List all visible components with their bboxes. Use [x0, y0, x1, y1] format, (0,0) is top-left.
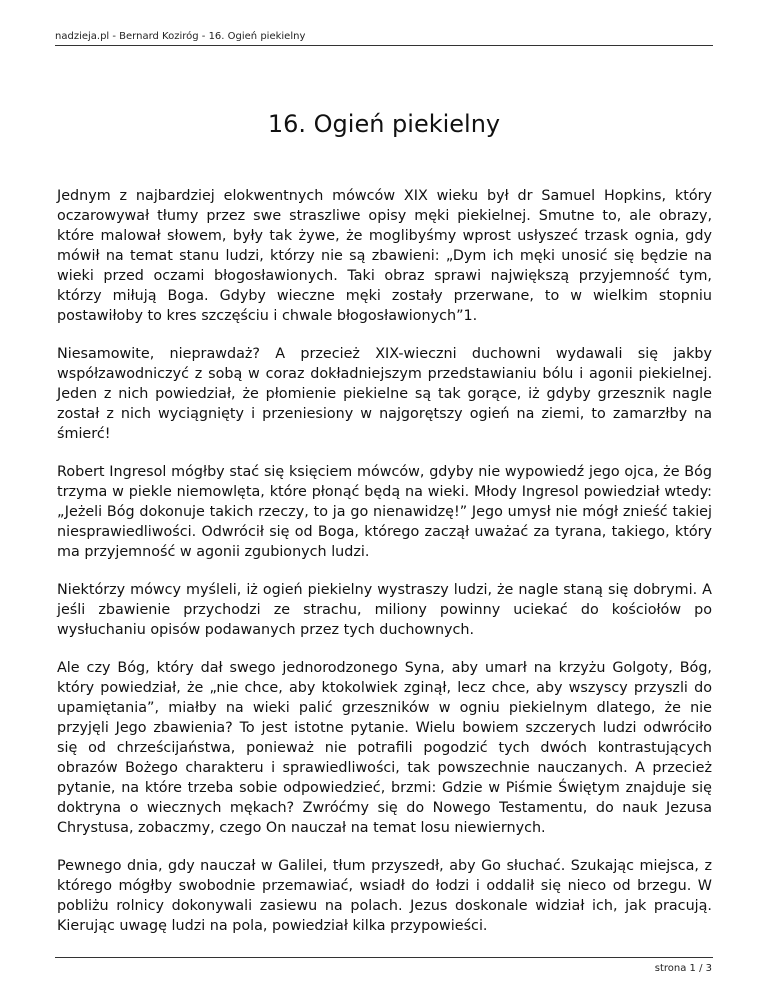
paragraph: Ale czy Bóg, który dał swego jednorodzonego Syna, aby umarł na krzyżu Golgoty, Bóg, który powiedział, że „nie chce, aby ktokolwiek zginął, lecz chce, aby wszyscy przyszli do upamiętania”, miałby na wieki palić grzeszników w ogniu piekielnym dlatego, że nie przyjęli Jego zbawienia? To jest istotne pytanie. Wielu bowiem szczerych ludzi odwróciło się od chrześcijaństwa, ponieważ nie potrafili pogodzić tych dwóch kontrastujących obrazów Bożego charakteru i sprawiedliwości, tak powszechnie nauczanych. A przecież pytanie, na które trzeba sobie odpowiedzieć, brzmi: Gdzie w Piśmie Świętym znajduje się doktryna o wiecznych mękach? Zwróćmy się do Nowego Testamentu, do nauk Jezusa Chrystusa, zobaczmy, czego On nauczał na temat losu niewiernych.: [57, 660, 712, 836]
paragraph: Jednym z najbardziej elokwentnych mówców XIX wieku był dr Samuel Hopkins, który oczarowywał tłumy przez swe straszliwe opisy męki piekielnej. Smutne to, ale obrazy, które malował słowem, były tak żywe, że moglibyśmy wprost usłyszeć trzask ognia, gdy mówił na temat stanu ludzi, którzy nie są zbawieni: „Dym ich męki unosić się będzie na wieki przed oczami błogosławionych. Taki obraz sprawi największą przyjemność tym, którzy miłują Boga. Gdyby wieczne męki zostały przerwane, to w wielkim stopniu postawiłoby to kres szczęściu i chwale błogosławionych”1.: [57, 188, 712, 324]
page-number: strona 1 / 3: [654, 963, 712, 974]
header-divider: [55, 45, 713, 46]
paragraph: Robert Ingresol mógłby stać się księciem mówców, gdyby nie wypowiedź jego ojca, że Bóg trzyma w piekle niemowlęta, które płonąć będą na wieki. Młody Ingresol powiedział wtedy: „Jeżeli Bóg dokonuje takich rzeczy, to ja go nienawidzę!” Jego umysł nie mógł znieść takiej niesprawiedliwości. Odwrócił się od Boga, którego zaczął uważać za tyrana, takiego, który ma przyjemność w agonii zgubionych ludzi.: [57, 464, 712, 560]
paragraph: Pewnego dnia, gdy nauczał w Galilei, tłum przyszedł, aby Go słuchać. Szukając miejsca, z którego mógłby swobodnie przemawiać, wsiadł do łodzi i oddalił się nieco od brzegu. W pobliżu rolnicy dokonywali zasiewu na polach. Jezus doskonale widział ich, jak pracują. Kierując uwagę ludzi na pola, powiedział kilka przypowieści.: [57, 858, 712, 934]
document-body: [57, 186, 712, 954]
running-header: nadzieja.pl - Bernard Koziróg - 16. Ogień piekielny: [55, 31, 306, 42]
paragraph: Niektórzy mówcy myśleli, iż ogień piekielny wystraszy ludzi, że nagle staną się dobrymi. A jeśli zbawienie przychodzi ze strachu, miliony powinny uciekać do kościołów po wysłuchaniu opisów podawanych przez tych duchownych.: [57, 582, 712, 638]
footer-divider: [55, 957, 713, 958]
document-title: 16. Ogień piekielny: [267, 110, 501, 138]
paragraph: Niesamowite, nieprawdaż? A przecież XIX-wieczni duchowni wydawali się jakby współzawodniczyć z sobą w coraz dokładniejszym przedstawianiu bólu i agonii piekielnej. Jeden z nich powiedział, że płomienie piekielne są tak gorące, iż gdyby grzesznik nagle został z nich wyciągnięty i przeniesiony w najgorętszy ogień na ziemi, to zamarzłby na śmierć!: [57, 346, 712, 442]
